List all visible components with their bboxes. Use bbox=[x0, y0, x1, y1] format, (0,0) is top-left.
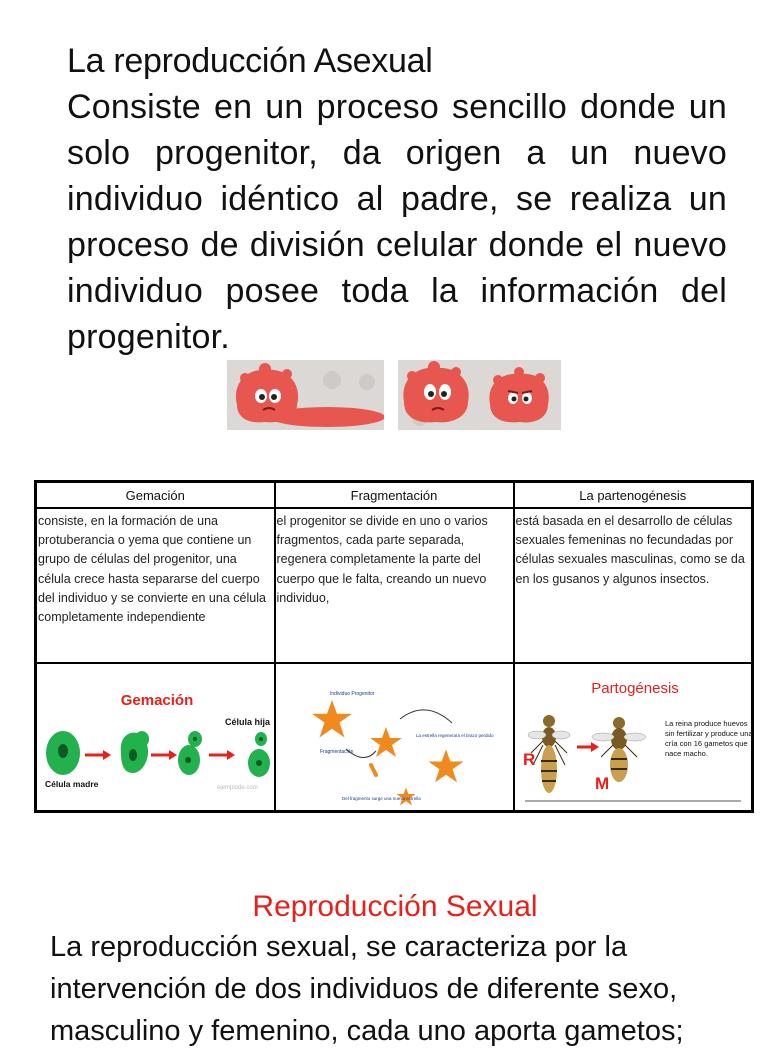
header-gemacion: Gemación bbox=[36, 482, 275, 509]
header-fragmentacion: Fragmentación bbox=[275, 482, 514, 509]
regenera-label: La estrella regenerara el brazo perdido bbox=[415, 733, 494, 738]
fragmentacion-illustration bbox=[275, 663, 514, 812]
gemacion-illustration bbox=[36, 663, 275, 812]
sexual-title: Reproducción Sexual bbox=[252, 890, 538, 923]
drone-bee-drawing bbox=[592, 717, 646, 782]
asexual-paragraph: Consiste en un proceso sencillo donde un solo progenitor, da origen a un nuevo individuo idéntico al padre, se realiza un proceso de división celular donde el nuevo individuo posee toda la información del progenitor. bbox=[67, 88, 727, 356]
celula-hija-label: Célula hija bbox=[225, 717, 271, 727]
asexual-types-table bbox=[34, 480, 754, 813]
budding-animation-frame-2 bbox=[398, 360, 561, 430]
table-header-row bbox=[36, 482, 753, 509]
watermark-text: ejemplode.com bbox=[217, 785, 258, 791]
asexual-title: La reproducción Asexual bbox=[67, 42, 433, 80]
partogenesis-img-title: Partogénesis bbox=[590, 680, 679, 697]
partenogenesis-illustration bbox=[514, 663, 753, 812]
gemacion-img-title: Gemación bbox=[120, 692, 194, 709]
partogenesis-caption: La reina produce huevos sin fertilizar y produce una cría con 16 gametos que nace macho. bbox=[664, 719, 753, 758]
desc-partenogenesis: está basada en el desarrollo de células sexuales femeninas no fecundadas por células sexuales masculinas, como se da en los gusanos y algunos insectos. bbox=[514, 508, 753, 663]
desc-fragmentacion: el progenitor se divide en uno o varios fragmentos, cada parte separada, regenera completamente la parte del cuerpo que le falta, creando un nuevo individuo, bbox=[275, 508, 514, 663]
progenitor-label: Individuo Progenitor bbox=[329, 691, 374, 697]
letter-r: R bbox=[522, 750, 535, 769]
letter-m: M bbox=[594, 774, 609, 793]
fragmento-label: Del fragmento surge una nueva estrella bbox=[341, 796, 421, 801]
table-row-descriptions bbox=[36, 508, 753, 663]
fragmentacion-label: Fragmentación bbox=[319, 749, 353, 755]
budding-animation-frame-1 bbox=[227, 360, 384, 430]
desc-gemacion: consiste, en la formación de una protuberancia o yema que contiene un grupo de células del progenitor, una célula crece hasta separarse del cuerpo del individuo y se convierte en una célula completamente independiente bbox=[36, 508, 275, 663]
table-row-images bbox=[36, 663, 753, 812]
header-partenogenesis: La partenogénesis bbox=[514, 482, 753, 509]
sexual-paragraph: La reproducción sexual, se caracteriza por la intervención de dos individuos de diferente sexo, masculino y femenino, cada uno aporta gametos; bbox=[50, 931, 684, 1047]
celula-madre-label: Célula madre bbox=[45, 779, 99, 789]
